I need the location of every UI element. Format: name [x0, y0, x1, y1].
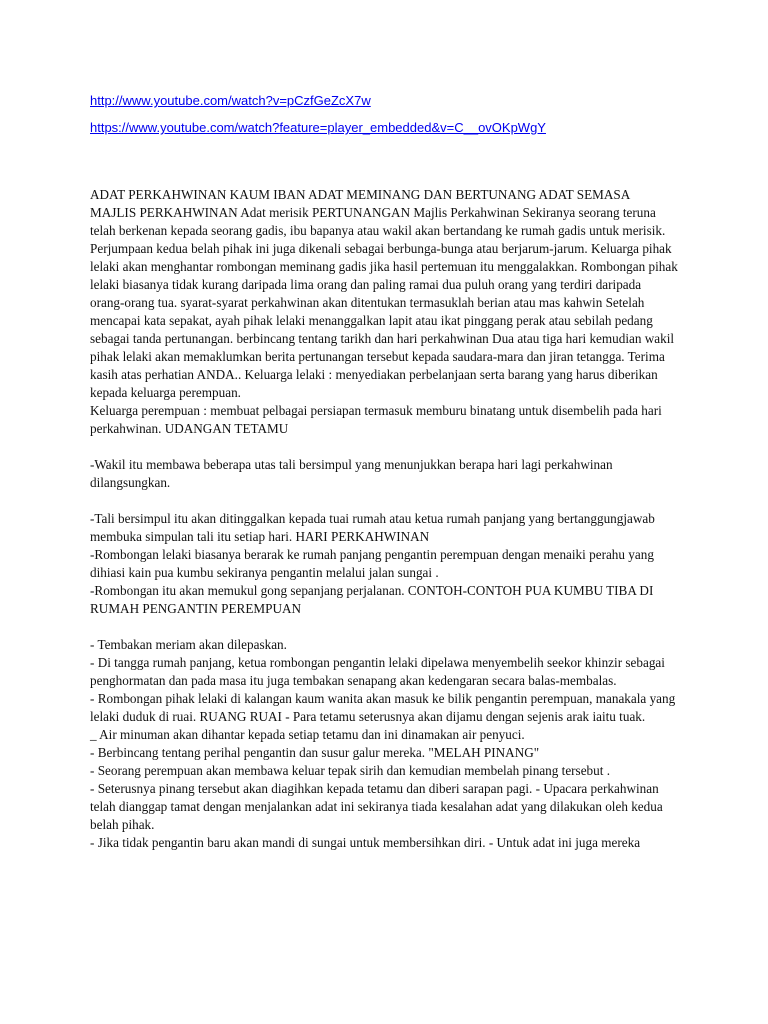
- paragraph-gap: [90, 492, 678, 510]
- paragraph-keluarga-perempuan: Keluarga perempuan : membuat pelbagai persiapan termasuk memburu binatang untuk disembelih pada hari perkahwinan. UDANGAN TETAMU: [90, 403, 662, 436]
- paragraph-rombongan-berarak: -Rombongan lelaki biasanya berarak ke rumah panjang pengantin perempuan dengan menaiki perahu yang dihiasi kain pua kumbu sekiranya pengantin melalui jalan sungai .: [90, 547, 654, 580]
- list-item-berbincang: - Berbincang tentang perihal pengantin dan susur galur mereka. "MELAH PINANG": [90, 745, 540, 760]
- link-list: [90, 92, 690, 136]
- paragraph-tali-bersimpul: -Tali bersimpul itu akan ditinggalkan kepada tuai rumah atau ketua rumah panjang yang bertanggungjawab membuka simpulan tali itu setiap hari. HARI PERKAHWINAN: [90, 511, 655, 544]
- paragraph-gap: [90, 618, 678, 636]
- youtube-link-1[interactable]: http://www.youtube.com/watch?v=pCzfGeZcX7w: [90, 93, 371, 108]
- list-item-tangga-rumah: - Di tangga rumah panjang, ketua rombongan pengantin lelaki dipelawa menyembelih seekor khinzir sebagai penghormatan dan pada masa itu juga tembakan senapang akan kedengaran secara balas-membalas.: [90, 655, 665, 688]
- list-item-tembakan-meriam: - Tembakan meriam akan dilepaskan.: [90, 637, 287, 652]
- document-body: [90, 186, 678, 852]
- list-item-mandi-sungai: - Jika tidak pengantin baru akan mandi di sungai untuk membersihkan diri. - Untuk adat ini juga mereka: [90, 835, 641, 850]
- list-item-tepak-sirih: - Seorang perempuan akan membawa keluar tepak sirih dan kemudian membelah pinang tersebut .: [90, 763, 610, 778]
- paragraph-gap: [90, 438, 678, 456]
- list-item-pinang-diagihkan: - Seterusnya pinang tersebut akan diagihkan kepada tetamu dan diberi sarapan pagi. - Upacara perkahwinan telah dianggap tamat dengan menjalankan adat ini sekiranya tiada kesalahan adat yang dilakukan oleh kedua belah pihak.: [90, 781, 663, 832]
- list-item-air-minuman: _ Air minuman akan dihantar kepada setiap tetamu dan ini dinamakan air penyuci.: [90, 727, 525, 742]
- paragraph-rombongan-gong: -Rombongan itu akan memukul gong sepanjang perjalanan. CONTOH-CONTOH PUA KUMBU TIBA DI RUMAH PENGANTIN PEREMPUAN: [90, 583, 654, 616]
- paragraph-wakil: -Wakil itu membawa beberapa utas tali bersimpul yang menunjukkan berapa hari lagi perkahwinan dilangsungkan.: [90, 457, 613, 490]
- paragraph-intro: ADAT PERKAHWINAN KAUM IBAN ADAT MEMINANG DAN BERTUNANG ADAT SEMASA MAJLIS PERKAHWINAN Adat merisik PERTUNANGAN Majlis Perkahwinan Sekiranya seorang teruna telah berkenan kepada seorang gadis, ibu bapanya atau wakil akan bertandang ke rumah gadis untuk merisik. Perjumpaan kedua belah pihak ini juga dikenali sebagai berbunga-bunga atau berjarum-jarum. Keluarga pihak lelaki akan menghantar rombongan meminang gadis jika hasil pertemuan itu menggalakkan. Rombongan pihak lelaki biasanya tidak kurang daripada lima orang dan paling ramai dua puluh orang yang terdiri daripada orang-orang tua. syarat-syarat perkahwinan akan ditentukan termasuklah berian atau mas kahwin Setelah mencapai kata sepakat, ayah pihak lelaki menanggalkan lapit atau ikat pinggang perak atau sebilah pedang sebagai tanda pertunangan. berbincang tentang tarikh dan hari perkahwinan Dua atau tiga hari kemudian wakil pihak lelaki akan memaklumkan berita pertunangan tersebut kepada saudara-mara dan jiran tetangga. Terima kasih atas perhatian ANDA.. Keluarga lelaki : menyediakan perbelanjaan serta barang yang harus diberikan kepada keluarga perempuan.: [90, 187, 678, 400]
- list-item-rombongan-wanita: - Rombongan pihak lelaki di kalangan kaum wanita akan masuk ke bilik pengantin perempuan, manakala yang lelaki duduk di ruai. RUANG RUAI - Para tetamu seterusnya akan dijamu dengan sejenis arak iaitu tuak.: [90, 691, 676, 724]
- youtube-link-2[interactable]: https://www.youtube.com/watch?feature=player_embedded&v=C__ovOKpWgY: [90, 120, 546, 135]
